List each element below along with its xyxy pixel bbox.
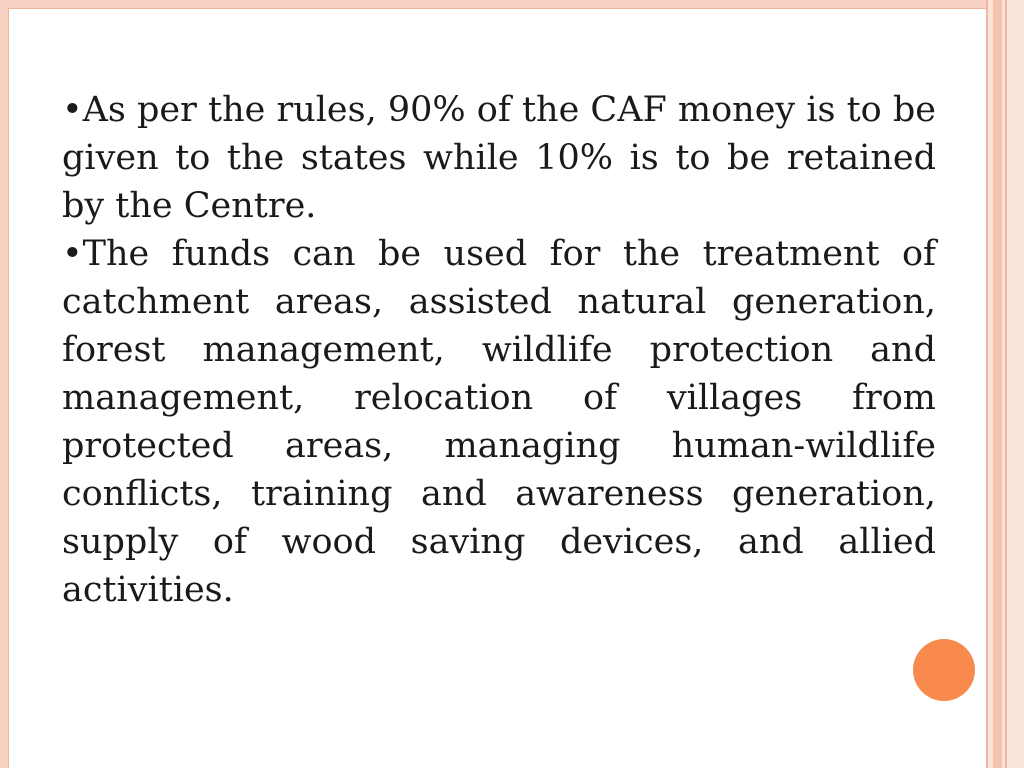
left-frame-border — [0, 0, 8, 768]
right-stripe — [1007, 0, 1024, 768]
right-stripe — [993, 0, 1002, 768]
slide-body — [62, 86, 936, 614]
left-frame-line — [8, 0, 9, 768]
bullet-text: As per the rules, 90% of the CAF money is to be given to the states while 10% is to be retained by the Centre. — [62, 90, 936, 226]
decorative-circle — [913, 639, 975, 701]
bullet-paragraph-caf-split — [62, 86, 936, 230]
bullet-text: The funds can be used for the treatment of catchment areas, assisted natural generation, forest management, wildlife protection and management, relocation of villages from protected areas, managing human-wildlife conflicts, training and awareness generation, supply of wood saving devices, and allied activities. — [62, 234, 936, 610]
top-frame-border — [8, 0, 986, 8]
top-frame-line — [9, 8, 986, 9]
bullet-paragraph-fund-uses — [62, 230, 936, 614]
bullet-marker: • — [62, 234, 83, 274]
bullet-marker: • — [62, 90, 83, 130]
